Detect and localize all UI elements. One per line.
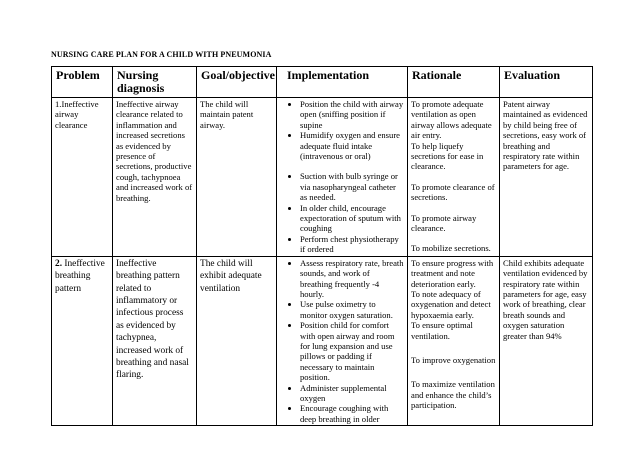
implementation-cell bbox=[277, 256, 408, 426]
header-rationale: Rationale bbox=[408, 67, 500, 98]
list-item: • Perform chest physiotherapy if ordered bbox=[300, 234, 404, 255]
problem-number: 2. bbox=[55, 258, 63, 269]
diagnosis-cell: Ineffective airway clearance related to inflammation and increased secretions as evidenced by presence of secretions, productive cough, tachypnoea and increased work of breathing. bbox=[113, 98, 197, 257]
problem-cell bbox=[52, 98, 113, 257]
document-title: NURSING CARE PLAN FOR A CHILD WITH PNEUMONIA bbox=[51, 50, 272, 59]
rationale-text: To promote clearance of secretions. bbox=[411, 181, 495, 203]
evaluation-cell: Child exhibits adequate ventilation evidenced by respiratory rate within parameters for age, easy work of breathing, clear breath sounds and oxygen saturation greater than 94% bbox=[500, 256, 593, 426]
list-item: • Position child for comfort with open airway and room for lung expansion and use pillows or padding if necessary to maintain position. bbox=[300, 320, 404, 382]
implementation-cell bbox=[277, 98, 408, 257]
implementation-list bbox=[280, 99, 404, 255]
problem-number: 1. bbox=[55, 99, 62, 109]
rationale-text: To improve oxygenation bbox=[411, 354, 496, 365]
rationale-text: To ensure optimal ventilation. bbox=[411, 320, 473, 341]
rationale-text: To promote adequate ventilation as open airway allows adequate air entry. bbox=[411, 99, 492, 141]
problem-cell bbox=[52, 256, 113, 426]
care-plan-table bbox=[51, 66, 593, 426]
table-row bbox=[52, 98, 593, 257]
list-item: • Humidify oxygen and ensure adequate fluid intake (intravenous or oral) bbox=[300, 130, 404, 161]
rationale-text: To maximize ventilation and enhance the child’s participation. bbox=[411, 379, 495, 411]
header-implementation: Implementation bbox=[277, 67, 408, 98]
rationale-text: To mobilize secretions. bbox=[411, 243, 491, 254]
header-goal-objective: Goal/objective bbox=[197, 67, 277, 98]
list-item: • Administer supplemental oxygen bbox=[300, 383, 404, 404]
list-item: • Suction with bulb syringe or via nasopharyngeal catheter as needed. bbox=[300, 171, 404, 202]
table-row bbox=[52, 256, 593, 426]
rationale-cell bbox=[408, 98, 500, 257]
list-item: • Assess respiratory rate, breath sounds, and work of breathing frequently -4 hourly. bbox=[300, 258, 404, 300]
header-evaluation: Evaluation bbox=[500, 67, 593, 98]
list-item: • Use pulse oximetry to monitor oxygen saturation. bbox=[300, 299, 404, 320]
rationale-text: To help liquefy secretions for ease in clearance. bbox=[411, 140, 484, 172]
evaluation-cell: Patent airway maintained as evidenced by child being free of secretions, easy work of breathing and respiratory rate within parameters for age. bbox=[500, 98, 593, 257]
list-item: • Encourage coughing with deep breathing in older bbox=[300, 403, 404, 424]
list-item: • Position the child with airway open (sniffing position if supine bbox=[300, 99, 404, 130]
goal-cell: The child will exhibit adequate ventilation bbox=[197, 256, 277, 426]
rationale-cell bbox=[408, 256, 500, 426]
rationale-text: To promote airway clearance. bbox=[411, 212, 477, 234]
implementation-list bbox=[280, 258, 404, 425]
list-item: • In older child, encourage expectoration of sputum with coughing bbox=[300, 203, 404, 234]
rationale-text: To note adequacy of oxygenation and detect hypoxaemia early. bbox=[411, 288, 491, 320]
rationale-text: To ensure progress with treatment and note deterioration early. bbox=[411, 257, 494, 289]
problem-text: Ineffective breathing pattern bbox=[55, 258, 105, 294]
problem-text: Ineffective airway clearance bbox=[55, 99, 99, 130]
goal-cell: The child will maintain patent airway. bbox=[197, 98, 277, 257]
diagnosis-cell: Ineffective breathing pattern related to inflammatory or infectious process as evidenced by tachypnea, increased work of breathing and nasal flaring. bbox=[113, 256, 197, 426]
header-problem: Problem bbox=[52, 67, 113, 98]
header-nursing-diagnosis: Nursing diagnosis bbox=[113, 67, 197, 98]
header-row bbox=[52, 67, 593, 98]
